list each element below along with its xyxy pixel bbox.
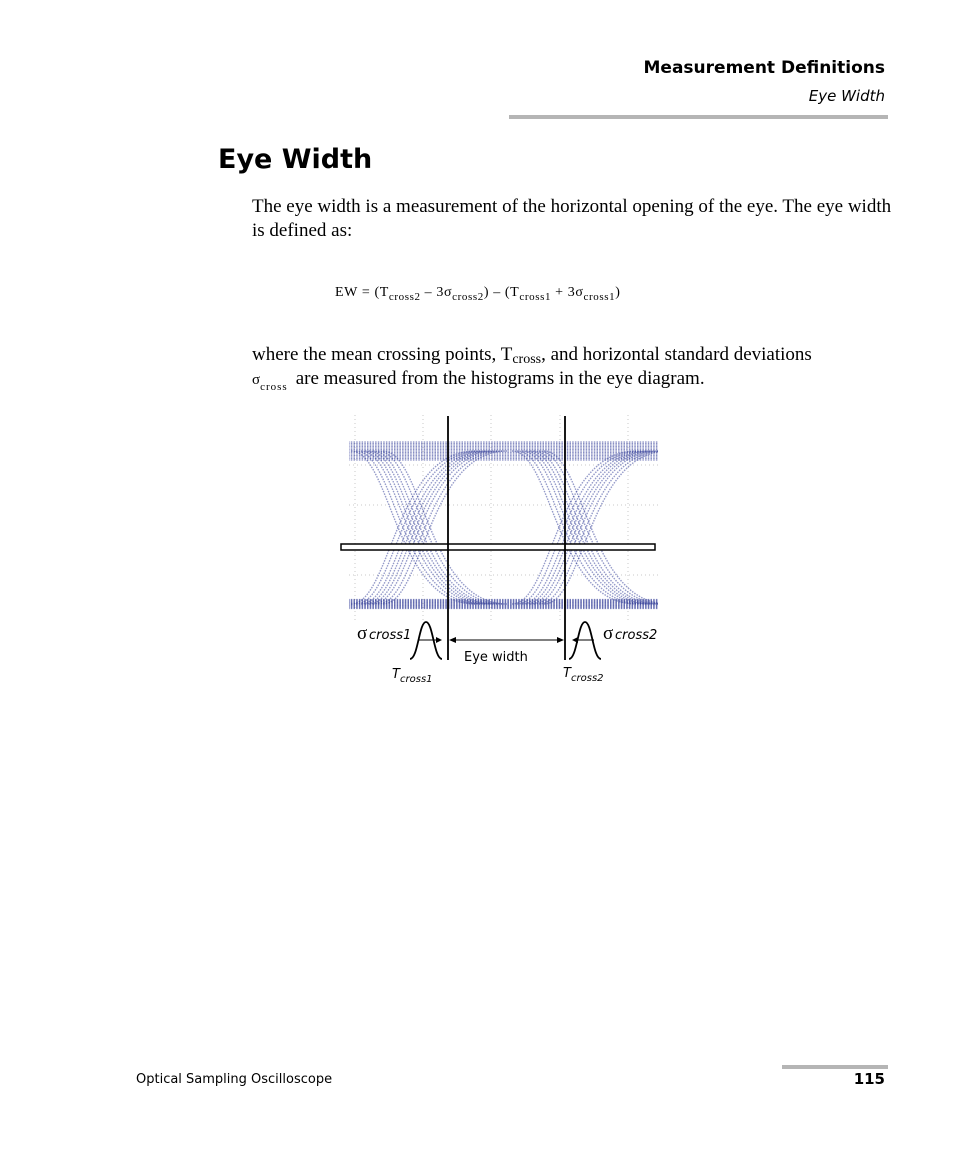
- formula-minus: –: [489, 285, 505, 300]
- eye-diagram-grid: [349, 415, 658, 620]
- where-part3: are measured from the histograms in the eye diagram.: [295, 368, 705, 389]
- eye-width-arrow-right: [557, 637, 564, 643]
- footer-rule: [782, 1065, 888, 1069]
- formula-term2-mid: + 3σ: [551, 285, 584, 300]
- sigma1-arrowhead: [436, 637, 442, 643]
- threshold-bar: [341, 544, 655, 550]
- sigma1-label: cross1: [369, 628, 412, 643]
- tcross1-sub: cross1: [400, 674, 433, 685]
- where-sigma-symbol: σ: [252, 372, 261, 388]
- where-part1-sub: cross: [512, 352, 542, 367]
- header-subsection-title: Eye Width: [808, 87, 885, 105]
- formula-lhs: EW: [335, 285, 358, 300]
- sigma2-arrowhead: [572, 637, 578, 643]
- tcross2-sub: cross2: [571, 673, 604, 684]
- where-part1: where the mean crossing points, T: [252, 344, 513, 365]
- formula-term2-open: (T: [504, 285, 520, 300]
- formula-term1-close: ): [483, 285, 490, 300]
- formula-term2-close: ): [615, 285, 621, 300]
- eye-width-label: Eye width: [464, 650, 528, 665]
- where-part2: , and horizontal standard deviations: [541, 344, 812, 365]
- page-title: Eye Width: [218, 144, 373, 175]
- eye-diagram-traces: [340, 442, 670, 609]
- sigma2-label: cross2: [615, 628, 658, 643]
- page-number: 115: [853, 1070, 885, 1088]
- formula-term1-sub: cross2: [388, 291, 421, 303]
- formula-equals: =: [361, 285, 371, 300]
- tcross1-t: T: [392, 667, 400, 682]
- formula-term1-open: (T: [374, 285, 389, 300]
- sigma1-symbol: σ: [357, 623, 368, 644]
- intro-paragraph: The eye width is a measurement of the horizontal opening of the eye. The eye width is defined as:: [252, 196, 892, 241]
- formula-term1-mid: – 3σ: [420, 285, 453, 300]
- formula-term2-sub2: cross1: [583, 291, 616, 303]
- footer-document-title: Optical Sampling Oscilloscope: [136, 1072, 333, 1087]
- formula-term2-sub: cross1: [519, 291, 552, 303]
- formula-term1-sub2: cross2: [452, 291, 484, 303]
- tcross2-t: T: [563, 666, 571, 681]
- where-sigma-sub: cross: [260, 381, 288, 393]
- eye-width-arrow-left: [449, 637, 456, 643]
- sigma2-symbol: σ: [603, 623, 614, 644]
- header-section-title: Measurement Definitions: [643, 58, 885, 78]
